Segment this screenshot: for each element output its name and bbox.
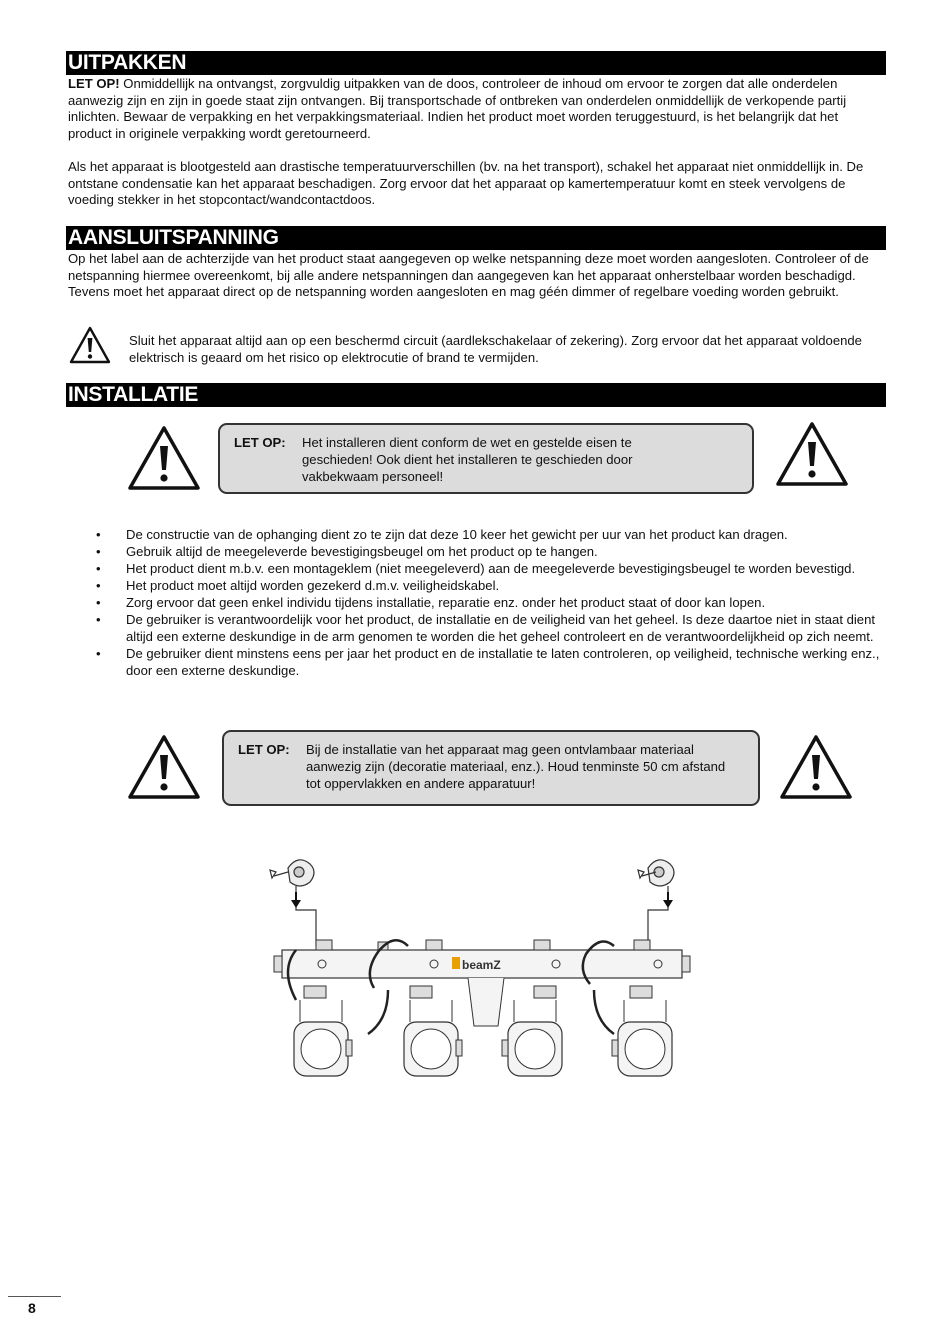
list-item xyxy=(96,611,886,645)
warning-triangle-icon xyxy=(126,733,202,801)
list-item xyxy=(96,526,886,543)
bullet-marker: • xyxy=(96,527,101,542)
section-header-uitpakken: UITPAKKEN xyxy=(66,51,886,75)
list-item xyxy=(96,543,886,560)
bullet-marker: • xyxy=(96,561,101,576)
bullet-marker: • xyxy=(96,612,101,627)
list-item-text: Het product moet altijd worden gezekerd d.m.v. veiligheidskabel. xyxy=(126,578,500,593)
list-item-text: Gebruik altijd de meegeleverde bevestigingsbeugel om het product op te hangen. xyxy=(126,544,598,559)
warning-triangle-icon xyxy=(68,325,112,365)
par-light-2 xyxy=(404,986,462,1076)
callout-let-op-2 xyxy=(222,730,760,806)
uitpakken-paragraph-1-text: Onmiddellijk na ontvangst, zorgvuldig uitpakken van de doos, controleer de inhoud om ervoor te zorgen dat alle onderdelen aanwezig zijn en zijn in goede staat zijn ontvangen. Bij transportschade of ontbreken van onderdelen onmiddellijk de verkopende partij inlichten. Bewaar de verpakking en het verpakkingsmateriaal. Indien het product moet worden teruggestuurd, is het belangrijk dat het product in originele verpakking wordt geretourneerd. xyxy=(68,76,847,142)
bullet-marker: • xyxy=(96,544,101,559)
callout-label: LET OP: xyxy=(238,742,290,757)
list-item-text: Zorg ervoor dat geen enkel individu tijdens installatie, reparatie enz. onder het product staat of door kan lopen. xyxy=(126,595,766,610)
list-item xyxy=(96,594,886,611)
list-item-text: De gebruiker is verantwoordelijk voor het product, de installatie en de veiligheid van het geheel. Is deze daartoe niet in staat dient altijd een externe deskundige in de arm genomen te worden die het geheel controleert en de verantwoordelijkheid op zich neemt. xyxy=(126,612,875,644)
warning-triangle-icon xyxy=(126,424,202,492)
section-header-aansluitspanning: AANSLUITSPANNING xyxy=(66,226,886,250)
list-item-text: De constructie van de ophanging dient zo te zijn dat deze 10 keer het gewicht per uur van het product kan dragen. xyxy=(126,527,788,542)
list-item-text: De gebruiker dient minstens eens per jaar het product en de installatie te laten controleren, op veiligheid, technische werking enz., door een externe deskundige. xyxy=(126,646,880,678)
aansluitspanning-paragraph: Op het label aan de achterzijde van het product staat aangegeven op welke netspanning deze moet worden aangesloten. Controleer of de netspanning hiermee overeenkomt, bij alle andere netspanningen dan aangegeven kan het apparaat onherstelbaar worden beschadigd. Tevens moet het apparaat direct op de netspanning worden aangesloten en mag géén dimmer of regelbare voeding worden gebruikt. xyxy=(68,251,869,300)
page-number: 8 xyxy=(28,1300,36,1316)
list-item xyxy=(96,560,886,577)
callout-let-op-1 xyxy=(218,423,754,494)
installation-bullet-list xyxy=(96,526,886,679)
par-light-4 xyxy=(612,986,672,1076)
installation-diagram xyxy=(238,850,712,1082)
let-op-lead: LET OP! xyxy=(68,76,120,91)
warning-triangle-icon xyxy=(774,420,850,488)
warning-triangle-icon xyxy=(778,733,854,801)
callout-text: Het installeren dient conform de wet en gestelde eisen te geschieden! Ook dient het installeren te geschieden door vakbekwaam personeel! xyxy=(302,435,633,484)
par-light-3 xyxy=(502,986,562,1076)
list-item xyxy=(96,577,886,594)
arrow-down-icon xyxy=(663,892,673,908)
clamp-icon xyxy=(270,860,314,900)
callout-label: LET OP: xyxy=(234,435,286,450)
footer-divider xyxy=(8,1296,61,1297)
bullet-marker: • xyxy=(96,595,101,610)
brand-label: beamZ xyxy=(462,958,501,972)
list-item xyxy=(96,645,886,679)
bullet-marker: • xyxy=(96,646,101,661)
par-light-1 xyxy=(294,986,352,1076)
arrow-down-icon xyxy=(291,892,301,908)
bullet-marker: • xyxy=(96,578,101,593)
section-header-installatie: INSTALLATIE xyxy=(66,383,886,407)
uitpakken-paragraph-2: Als het apparaat is blootgesteld aan drastische temperatuurverschillen (bv. na het transport), schakel het apparaat niet onmiddellijk in. De ontstane condensatie kan het apparaat beschadigen. Zorg ervoor dat het apparaat op kamertemperatuur komt en steek vervolgens de voeding stekker in het stopcontact/wandcontactdoos. xyxy=(68,159,864,208)
aansluitspanning-warning-text: Sluit het apparaat altijd aan op een beschermd circuit (aardlekschakelaar of zekering). Zorg ervoor dat het apparaat voldoende elektrisch is geaard om het risico op elektrocutie of brand te vermijden. xyxy=(129,333,862,365)
uitpakken-paragraph-1 xyxy=(68,76,883,143)
callout-text: Bij de installatie van het apparaat mag geen ontvlambaar materiaal aanwezig zijn (decoratie materiaal, enz.). Houd tenminste 50 cm afstand tot oppervlakken en andere apparatuur! xyxy=(306,742,726,791)
list-item-text: Het product dient m.b.v. een montageklem (niet meegeleverd) aan de meegeleverde bevestigingsbeugel te worden bevestigd. xyxy=(126,561,856,576)
